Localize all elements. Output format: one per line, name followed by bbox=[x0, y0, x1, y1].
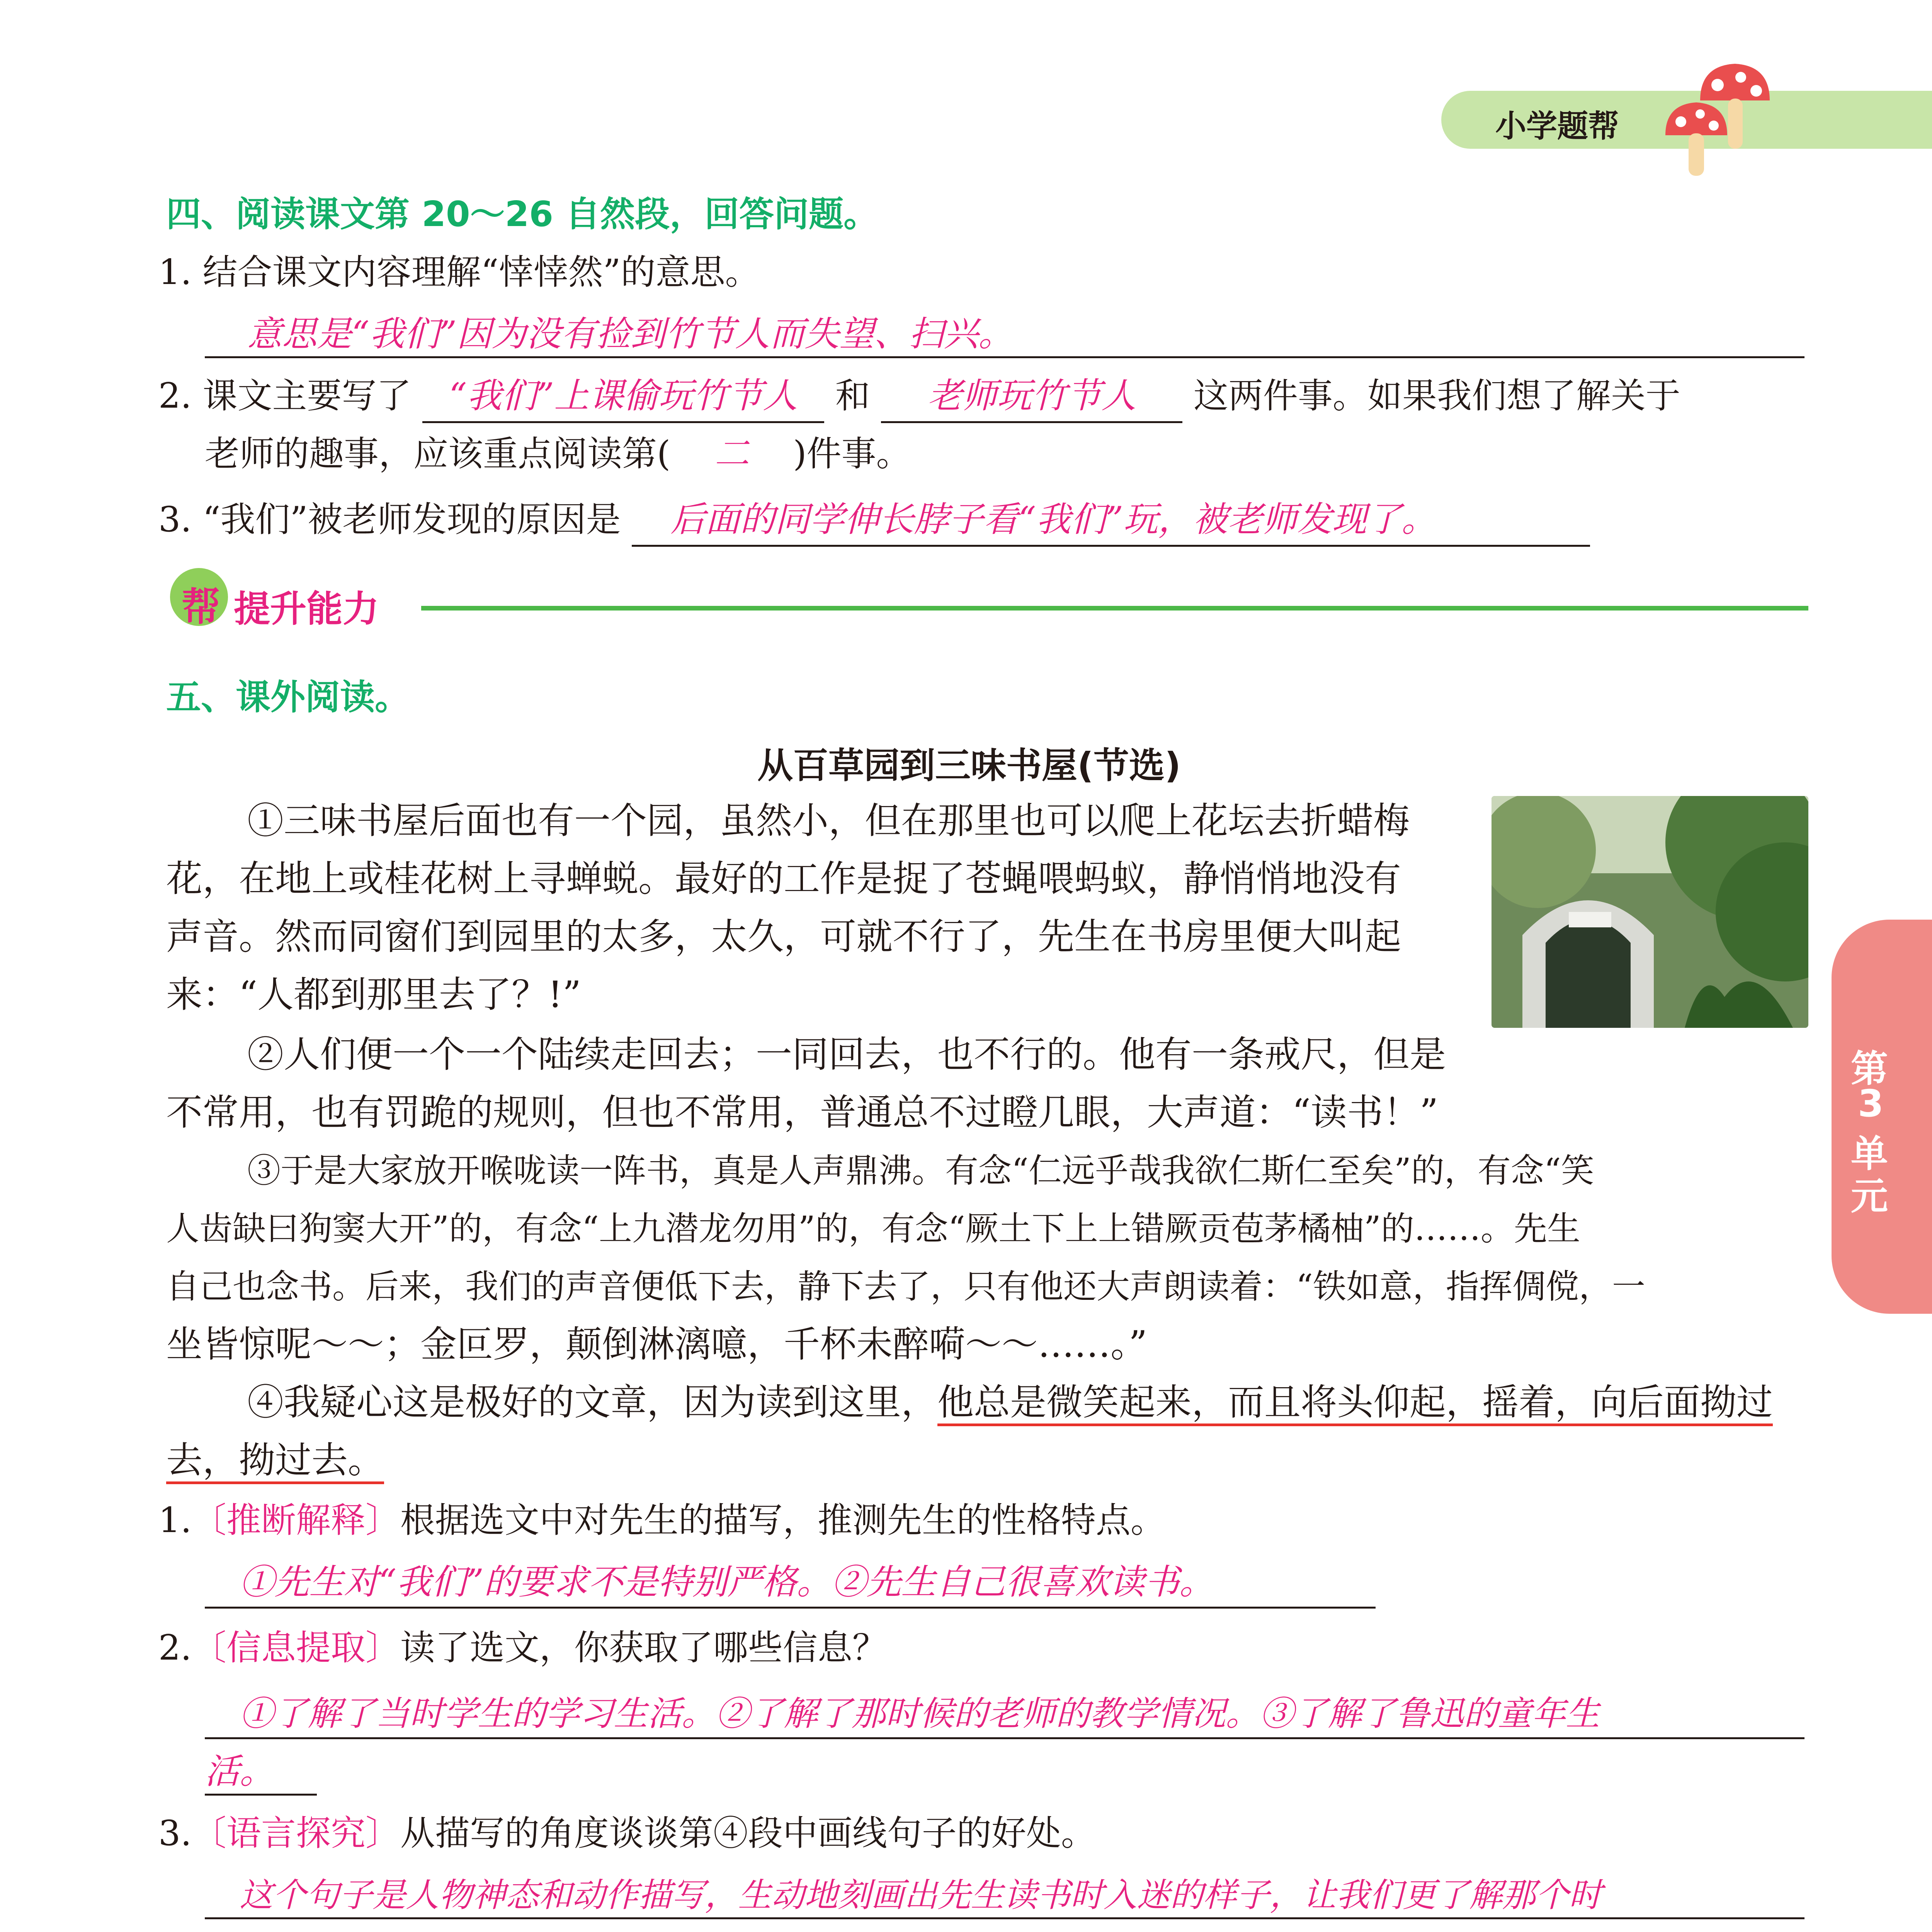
s5-q1-num: 1. bbox=[158, 1500, 192, 1541]
s4-q3-line bbox=[158, 495, 1590, 547]
s5-q2 bbox=[158, 1623, 887, 1673]
s4-q2-blank1: “我们”上课偷玩竹节人 bbox=[422, 371, 824, 423]
s5-q3-rule-1 bbox=[205, 1917, 1804, 1919]
s5-q1-answer: ①先生对“我们”的要求不是特别严格。②先生自己很喜欢读书。 bbox=[240, 1562, 1214, 1602]
s4-q3-answer: 后面的同学伸长脖子看“我们”玩，被老师发现了。 bbox=[632, 495, 1590, 547]
s5-q1 bbox=[158, 1495, 1165, 1546]
s4-q2-mid: 和 bbox=[835, 376, 870, 416]
s5-q2-rule-1 bbox=[205, 1737, 1804, 1739]
p4-underlined-end: 去，拗过去。 bbox=[166, 1439, 384, 1484]
s4-q1-answer: 意思是“我们”因为没有捡到竹节人而失望、扫兴。 bbox=[247, 314, 1014, 354]
s5-q2-rule-2 bbox=[205, 1794, 317, 1796]
brand-label: 小学题帮 bbox=[1495, 108, 1619, 144]
p4-lead: ④我疑心这是极好的文章，因为读到这里， bbox=[247, 1381, 938, 1423]
passage-line-7: ③于是大家放开喉咙读一阵书，真是人声鼎沸。有念“仁远乎哉我欲仁斯仁至矣”的，有念“笑 bbox=[247, 1151, 1594, 1190]
s4-q1-text: 1. 结合课文内容理解“悻悻然”的意思。 bbox=[158, 252, 760, 293]
s5-q3-num: 3. bbox=[158, 1813, 192, 1854]
s4-q1-rule bbox=[205, 356, 1804, 358]
s5-q2-answer-2: 活。 bbox=[205, 1751, 274, 1792]
garden-gate-photo bbox=[1492, 796, 1808, 1028]
passage-line-1: ①三味书屋后面也有一个园，虽然小，但在那里也可以爬上花坛去折蜡梅 bbox=[247, 800, 1410, 842]
s5-q2-answer-1: ①了解了当时学生的学习生活。②了解了那时候的老师的教学情况。③了解了鲁迅的童年生 bbox=[240, 1694, 1600, 1733]
s5-q1-rule bbox=[205, 1607, 1376, 1609]
s5-q3-tag: 〔语言探究〕 bbox=[191, 1813, 400, 1854]
s4-q2-prefix: 2. 课文主要写了 bbox=[158, 376, 412, 416]
unit-tab-char-2: 3 bbox=[1858, 1082, 1884, 1125]
s4-q2-line2 bbox=[205, 429, 911, 479]
s5-q1-tag: 〔推断解释〕 bbox=[191, 1500, 400, 1541]
unit-tab-char-3: 单 bbox=[1851, 1132, 1888, 1175]
passage-line-5: ②人们便一个一个陆续走回去；一同回去，也不行的。他有一条戒尺，但是 bbox=[247, 1034, 1446, 1076]
passage-line-10: 坐皆惊呢～～；金叵罗，颠倒淋漓噫，千杯未醉嗬～～……。” bbox=[166, 1323, 1148, 1366]
passage-title: 从百草园到三味书屋(节选) bbox=[757, 745, 1181, 786]
s5-q1-text: 根据选文中对先生的描写，推测先生的性格特点。 bbox=[400, 1500, 1165, 1541]
s4-q2-suffix: 这两件事。如果我们想了解关于 bbox=[1193, 376, 1680, 416]
banner-badge-char: 帮 bbox=[182, 584, 220, 629]
banner-rule bbox=[421, 606, 1808, 611]
s5-q3-answer-1: 这个句子是人物神态和动作描写，生动地刻画出先生读书时入迷的样子，让我们更了解那个时 bbox=[240, 1876, 1602, 1915]
passage-line-4: 来：“人都到那里去了？!” bbox=[166, 974, 581, 1016]
s5-q2-text: 读了选文，你获取了哪些信息？ bbox=[400, 1628, 887, 1668]
s4-q3-prefix: 3. “我们”被老师发现的原因是 bbox=[158, 499, 621, 540]
p4-underlined-sentence: 他总是微笑起来，而且将头仰起，摇着，向后面拗过 bbox=[937, 1381, 1773, 1426]
unit-tab-char-4: 元 bbox=[1851, 1175, 1888, 1218]
passage-line-2: 花，在地上或桂花树上寻蝉蜕。最好的工作是捉了苍蝇喂蚂蚁，静悄悄地没有 bbox=[166, 858, 1401, 900]
passage-p4-line1 bbox=[247, 1374, 1773, 1432]
banner-title: 提升能力 bbox=[234, 588, 379, 630]
s4-q2-blank2: 老师玩竹节人 bbox=[881, 371, 1182, 423]
passage-p4-line2 bbox=[166, 1432, 384, 1490]
passage-line-3: 声音。然而同窗们到园里的太多，太久，可就不行了，先生在书房里便大叫起 bbox=[166, 916, 1401, 958]
s5-q3-text: 从描写的角度谈谈第④段中画线句子的好处。 bbox=[400, 1813, 1096, 1854]
mushroom-icon bbox=[1642, 58, 1774, 182]
s5-q3 bbox=[158, 1808, 1096, 1859]
s4-q2-line2-prefix: 老师的趣事，应该重点阅读第( bbox=[205, 434, 671, 474]
s4-q2-blank3: 二 bbox=[714, 434, 749, 474]
s5-q3-answer-2 bbox=[205, 1928, 796, 1932]
s4-q2-line2-suffix: )件事。 bbox=[793, 434, 911, 474]
s5-q2-num: 2. bbox=[158, 1628, 192, 1668]
unit-tab-char-1: 第 bbox=[1851, 1047, 1888, 1090]
passage-line-9: 自己也念书。后来，我们的声音便低下去，静下去了，只有他还大声朗读着：“铁如意，指挥倜傥，一 bbox=[166, 1267, 1645, 1306]
passage-line-8: 人齿缺曰狗窦大开”的，有念“上九潜龙勿用”的，有念“厥土下上上错厥贡苞茅橘柚”的……。先生 bbox=[166, 1209, 1580, 1248]
s4-q2-line1 bbox=[158, 371, 1680, 423]
section4-title: 四、阅读课文第 20～26 自然段，回答问题。 bbox=[166, 194, 879, 235]
s5-q2-tag: 〔信息提取〕 bbox=[191, 1628, 400, 1668]
section5-title: 五、课外阅读。 bbox=[166, 677, 410, 718]
passage-line-6: 不常用，也有罚跪的规则，但也不常用，普通总不过瞪几眼，大声道：“读书！” bbox=[166, 1092, 1439, 1134]
